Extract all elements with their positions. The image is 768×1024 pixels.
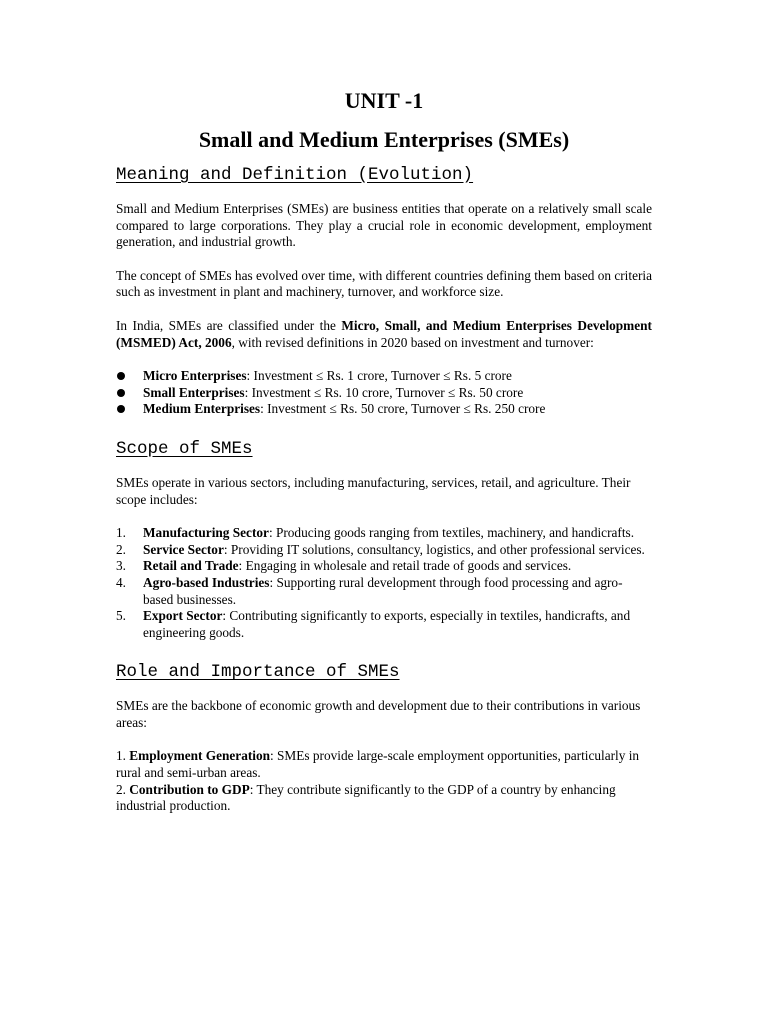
list-item-number: 2. [116,781,130,797]
list-item-term: Export Sector [143,608,223,624]
list-item-number: 4. [116,574,126,590]
list-item-term: Medium Enterprises [143,401,261,417]
list-item [116,542,652,559]
list-item-term: Contribution to GDP [129,781,250,797]
role-list [116,748,652,814]
list-item [116,368,652,385]
list-item-text: : Supporting rural development through food processing and agro-based businesses. [143,574,623,607]
section-heading-scope: Scope of SMEs [116,438,253,459]
msmed-act-name: Micro, Small, and Medium Enterprises Development (MSMED) Act, 2006 [116,317,652,350]
list-item-number: 1. [116,748,130,764]
list-item-text: : Contributing significantly to exports, especially in textiles, handicrafts, and engineering goods. [143,608,631,640]
meaning-paragraph-2: The concept of SMEs has evolved over time, with different countries defining them based on criteria such as investment in plant and machinery, turnover, and workforce size. [116,267,652,300]
meaning-paragraph-3-post: , with revised definitions in 2020 based on investment and turnover: [231,334,594,350]
list-item [116,525,652,542]
list-item [116,385,652,402]
list-item-term: Service Sector [143,541,224,557]
list-item [116,748,652,781]
scope-intro: SMEs operate in various sectors, including manufacturing, services, retail, and agriculture. Their scope includes: [116,474,631,507]
list-item-term: Manufacturing Sector [143,525,269,541]
list-item-text: : Providing IT solutions, consultancy, logistics, and other professional services. [223,541,645,557]
list-item-text: : Producing goods ranging from textiles, machinery, and handicrafts. [268,525,635,541]
list-item-text: : Engaging in wholesale and retail trade of goods and services. [238,558,572,574]
role-intro: SMEs are the backbone of economic growth and development due to their contributions in various areas: [116,698,641,730]
enterprise-classification-list [116,368,652,418]
meaning-paragraph-3 [116,318,652,351]
list-item [116,558,652,575]
section-heading-role: Role and Importance of SMEs [116,662,400,683]
list-item-term: Retail and Trade [143,558,239,574]
list-item-number: 2. [116,541,126,557]
document-title: Small and Medium Enterprises (SMEs) [198,127,570,152]
list-item-term: Agro-based Industries [143,574,270,590]
list-item-text: : Investment ≤ Rs. 10 crore, Turnover ≤ Rs. 50 crore [244,384,524,400]
list-item-number: 1. [116,525,126,541]
meaning-paragraph-1: Small and Medium Enterprises (SMEs) are business entities that operate on a relatively small scale compared to large corporations. They play a crucial role in economic development, employment generation, and industrial growth. [116,201,652,250]
list-item [116,782,652,815]
list-item-text: : Investment ≤ Rs. 1 crore, Turnover ≤ Rs. 5 crore [246,368,512,384]
list-item-number: 3. [116,558,126,574]
section-heading-meaning: Meaning and Definition (Evolution) [116,165,474,185]
bullet-icon [117,372,125,380]
list-item-term: Employment Generation [129,748,271,764]
list-item-term: Small Enterprises [143,384,245,400]
list-item [116,575,652,608]
list-item [116,608,652,641]
bullet-icon [117,405,125,413]
list-item [116,401,652,418]
list-item-term: Micro Enterprises [143,368,247,384]
document-page [116,86,652,815]
scope-list [116,525,652,641]
list-item-text: : SMEs provide large-scale employment opportunities, particularly in rural and semi-urban areas. [116,748,640,781]
unit-title: UNIT -1 [344,88,424,113]
list-item-text: : They contribute significantly to the GDP of a country by enhancing industrial production. [116,781,616,814]
list-item-number: 5. [116,608,126,624]
meaning-paragraph-3-pre: In India, SMEs are classified under the [116,317,342,333]
list-item-text: : Investment ≤ Rs. 50 crore, Turnover ≤ Rs. 250 crore [260,401,546,417]
bullet-icon [117,389,125,397]
